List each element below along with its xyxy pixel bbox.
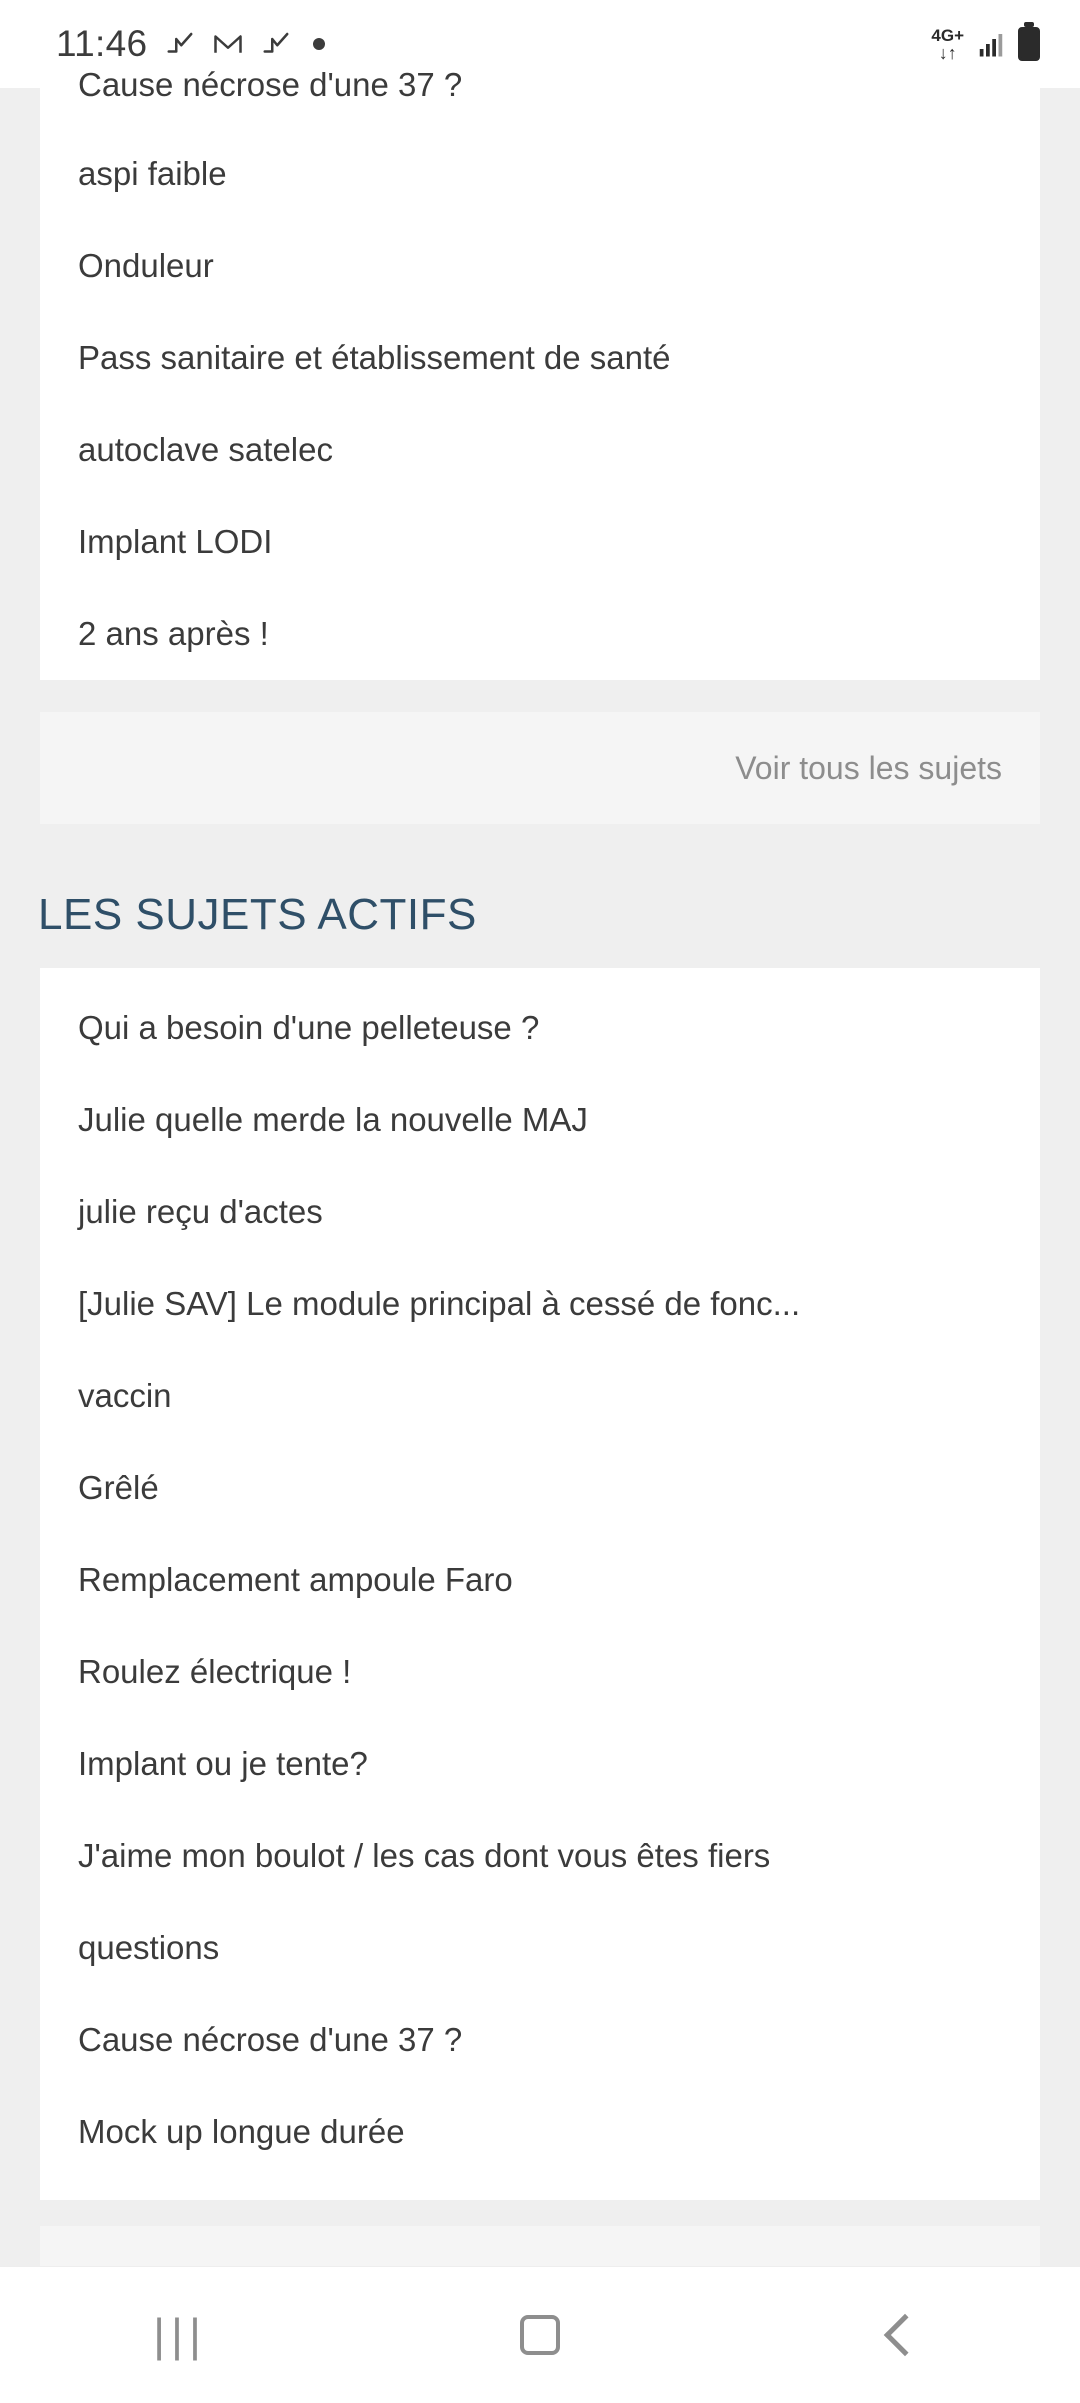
gmail-icon bbox=[213, 32, 243, 56]
status-bar-right bbox=[931, 27, 1040, 62]
topic-title: Grêlé bbox=[78, 1469, 159, 1506]
list-item[interactable] bbox=[40, 128, 1040, 220]
topic-title: Julie quelle merde la nouvelle MAJ bbox=[78, 1101, 588, 1138]
list-item[interactable] bbox=[40, 1166, 1040, 1258]
list-item[interactable] bbox=[40, 1810, 1040, 1902]
list-item[interactable] bbox=[40, 1350, 1040, 1442]
recent-topics-card bbox=[40, 66, 1040, 680]
topic-title: vaccin bbox=[78, 1377, 172, 1414]
topic-title: 2 ans après ! bbox=[78, 615, 269, 652]
android-navigation-bar bbox=[0, 2266, 1080, 2402]
check-chart-icon bbox=[261, 29, 291, 59]
battery-full-icon bbox=[1018, 27, 1040, 61]
topic-title: aspi faible bbox=[78, 155, 227, 192]
list-item[interactable] bbox=[40, 496, 1040, 588]
see-all-topics-bar[interactable] bbox=[40, 712, 1040, 824]
recents-button[interactable] bbox=[90, 2267, 270, 2403]
topic-title: J'aime mon boulot / les cas dont vous êtes fiers bbox=[78, 1837, 771, 1874]
list-item[interactable] bbox=[40, 1534, 1040, 1626]
topic-title: Mock up longue durée bbox=[78, 2113, 405, 2150]
home-icon bbox=[520, 2315, 560, 2355]
topic-title: questions bbox=[78, 1929, 220, 1966]
topic-title: autoclave satelec bbox=[78, 431, 333, 468]
see-all-topics-link[interactable]: Voir tous les sujets bbox=[735, 749, 1002, 786]
list-item[interactable] bbox=[40, 2086, 1040, 2178]
topic-title: Qui a besoin d'une pelleteuse ? bbox=[78, 1009, 540, 1046]
status-clock: 11:46 bbox=[56, 23, 148, 64]
network-type-icon bbox=[931, 27, 964, 62]
back-icon bbox=[884, 2313, 926, 2355]
check-chart-icon bbox=[165, 29, 195, 59]
forum-page bbox=[0, 66, 1080, 2266]
list-item[interactable] bbox=[40, 1718, 1040, 1810]
list-item[interactable] bbox=[40, 588, 1040, 680]
next-section-strip bbox=[40, 2226, 1040, 2266]
topic-title: Implant LODI bbox=[78, 523, 273, 560]
list-item[interactable] bbox=[40, 220, 1040, 312]
back-button[interactable] bbox=[810, 2267, 990, 2403]
list-item[interactable] bbox=[40, 66, 1040, 128]
list-item[interactable] bbox=[40, 404, 1040, 496]
list-item[interactable] bbox=[40, 1902, 1040, 1994]
list-item[interactable] bbox=[40, 1258, 1040, 1350]
active-topics-list bbox=[40, 968, 1040, 2200]
signal-bars-icon bbox=[976, 29, 1006, 59]
topic-title: Onduleur bbox=[78, 247, 214, 284]
list-item[interactable] bbox=[40, 1994, 1040, 2086]
network-arrows-icon: ↓↑ bbox=[938, 42, 957, 63]
list-item[interactable] bbox=[40, 1626, 1040, 1718]
topic-title: Pass sanitaire et établissement de santé bbox=[78, 339, 671, 376]
list-item[interactable] bbox=[40, 982, 1040, 1074]
status-bar-left bbox=[56, 23, 325, 65]
page-title: LES SUJETS ACTIFS bbox=[38, 890, 477, 939]
home-button[interactable] bbox=[450, 2267, 630, 2403]
topic-title: Implant ou je tente? bbox=[78, 1745, 368, 1782]
topic-title: Cause nécrose d'une 37 ? bbox=[78, 2021, 463, 2058]
list-item[interactable] bbox=[40, 1074, 1040, 1166]
topic-title: Remplacement ampoule Faro bbox=[78, 1561, 513, 1598]
topic-title: Cause nécrose d'une 37 ? bbox=[78, 66, 463, 103]
list-item[interactable] bbox=[40, 1442, 1040, 1534]
list-item[interactable] bbox=[40, 312, 1040, 404]
topic-title: Roulez électrique ! bbox=[78, 1653, 352, 1690]
topic-title: [Julie SAV] Le module principal à cessé de fonc... bbox=[78, 1285, 801, 1322]
network-type-label: 4G+ bbox=[931, 25, 964, 45]
topic-title: julie reçu d'actes bbox=[78, 1193, 323, 1230]
dot-icon bbox=[313, 38, 325, 50]
recents-icon: ||| bbox=[153, 2308, 207, 2361]
